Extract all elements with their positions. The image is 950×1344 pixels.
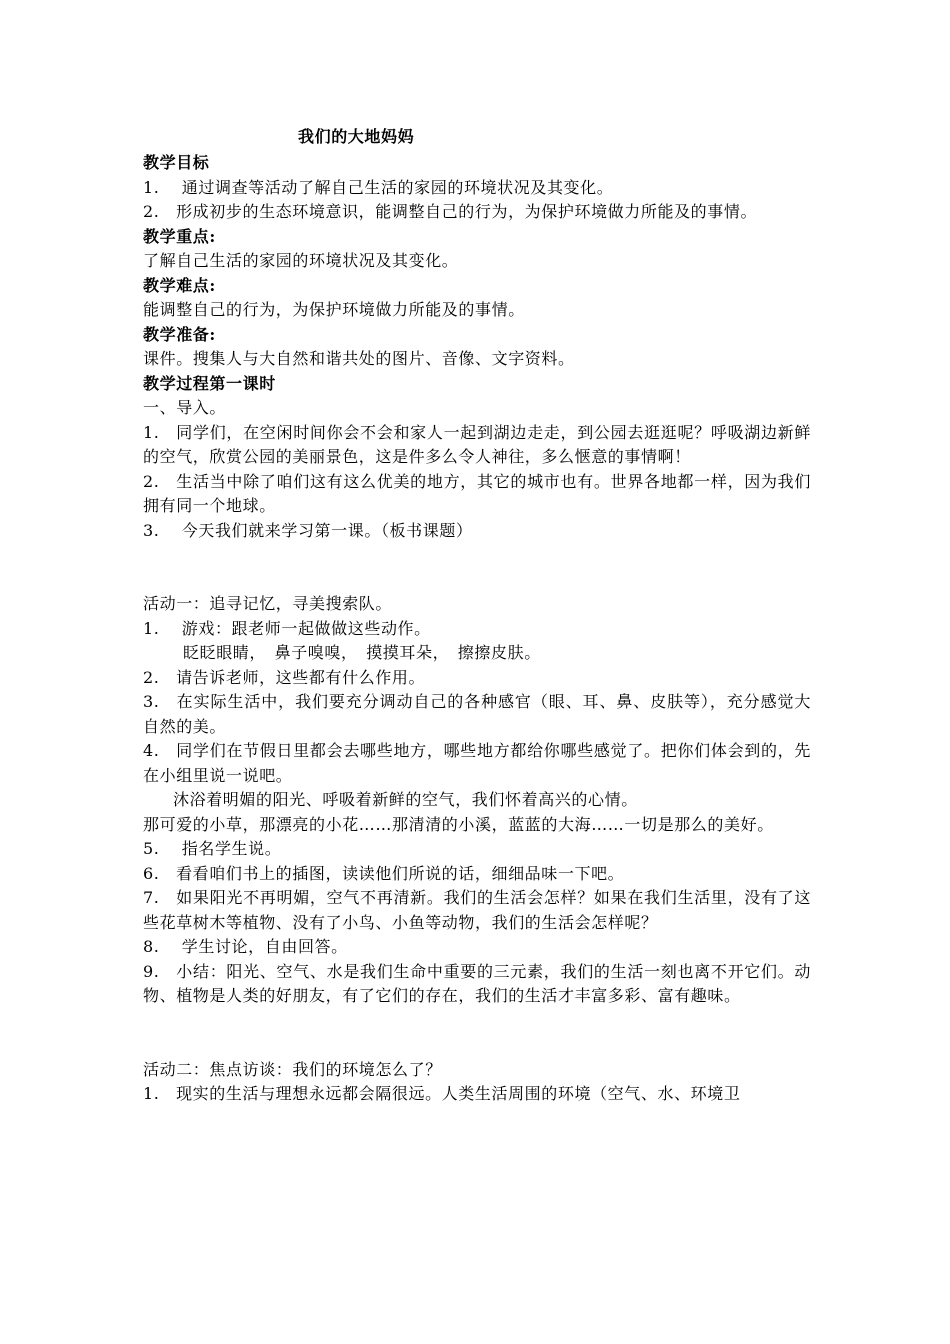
activity1-item-6: 6. 看看咱们书上的插图，读读他们所说的话，细细品味一下吧。 — [143, 863, 625, 883]
activity2-heading: 活动二：焦点访谈：我们的环境怎么了？ — [143, 1059, 442, 1079]
activity1-item-8: 8. 学生讨论，自由回答。 — [143, 937, 348, 956]
document-title: 我们的大地妈妈 — [298, 127, 415, 146]
activity1-heading: 活动一：追寻记忆，寻美搜索队。 — [143, 594, 393, 613]
key-points-heading: 教学重点: — [143, 226, 216, 246]
activity1-paragraph-1: 沐浴着明媚的阳光、呼吸着新鲜的空气，我们怀着高兴的心情。 — [173, 790, 638, 809]
goal-item-1: 1. 通过调查等活动了解自己生活的家园的环境状况及其变化。 — [143, 177, 614, 197]
activity1-item-5: 5. 指名学生说。 — [143, 839, 282, 858]
intro-item-3: 3. 今天我们就来学习第一课。（板书课题） — [143, 520, 473, 540]
activity1-item-4: 4. 同学们在节假日里都会去哪些地方，哪些地方都给你哪些感觉了。把你们体会到的，先在小组里说一说吧。 — [143, 741, 811, 785]
intro-heading: 一、导入。 — [143, 398, 227, 417]
document-body — [143, 124, 811, 1107]
key-points-text: 了解自己生活的家园的环境状况及其变化。 — [143, 251, 459, 270]
difficulty-text: 能调整自己的行为，为保护环境做力所能及的事情。 — [143, 300, 525, 319]
difficulty-heading: 教学难点: — [143, 275, 216, 295]
activity1-item-9: 9. 小结：阳光、空气、水是我们生命中重要的三元素，我们的生活一刻也离不开它们。动物、植物是人类的好朋友，有了它们的存在，我们的生活才丰富多彩、富有趣味。 — [143, 961, 811, 1005]
activity1-item-1: 1. 游戏：跟老师一起做做这些动作。 — [143, 618, 431, 638]
activity1-item-7: 7. 如果阳光不再明媚，空气不再清新。我们的生活会怎样？如果在我们生活里，没有了这些花草树木等植物、没有了小鸟、小鱼等动物，我们的生活会怎样呢？ — [143, 888, 811, 932]
intro-item-1: 1. 同学们，在空闲时间你会不会和家人一起到湖边走走，到公园去逛逛呢？呼吸湖边新鲜的空气，欣赏公园的美丽景色，这是件多么令人神往，多么惬意的事情啊！ — [143, 422, 811, 466]
goal-item-2: 2. 形成初步的生态环境意识，能调整自己的行为，为保护环境做力所能及的事情。 — [143, 202, 758, 221]
goals-heading: 教学目标 — [143, 153, 210, 172]
activity1-item-2: 2. 请告诉老师，这些都有什么作用。 — [143, 667, 426, 687]
activity2-item-1: 1. 现实的生活与理想永远都会隔很远。人类生活周围的环境（空气、水、环境卫 — [143, 1084, 741, 1103]
section-spacer — [143, 543, 811, 592]
process-heading: 教学过程第一课时 — [143, 373, 276, 393]
activity1-item-3: 3. 在实际生活中，我们要充分调动自己的各种感官（眼、耳、鼻、皮肤等），充分感觉大自然的美。 — [143, 692, 811, 736]
preparation-text: 课件。搜集人与大自然和谐共处的图片、音像、文字资料。 — [143, 349, 575, 368]
activity1-paragraph-2: 那可爱的小草，那漂亮的小花……那清清的小溪，蓝蓝的大海……一切是那么的美好。 — [143, 814, 774, 834]
activity1-actions: 眨眨眼睛， 鼻子嗅嗅， 摸摸耳朵， 擦擦皮肤。 — [183, 643, 541, 662]
intro-item-2: 2. 生活当中除了咱们这有这么优美的地方，其它的城市也有。世界各地都一样，因为我们拥有同一个地球。 — [143, 471, 811, 515]
section-spacer-2 — [143, 1009, 811, 1058]
preparation-heading: 教学准备: — [143, 324, 216, 344]
